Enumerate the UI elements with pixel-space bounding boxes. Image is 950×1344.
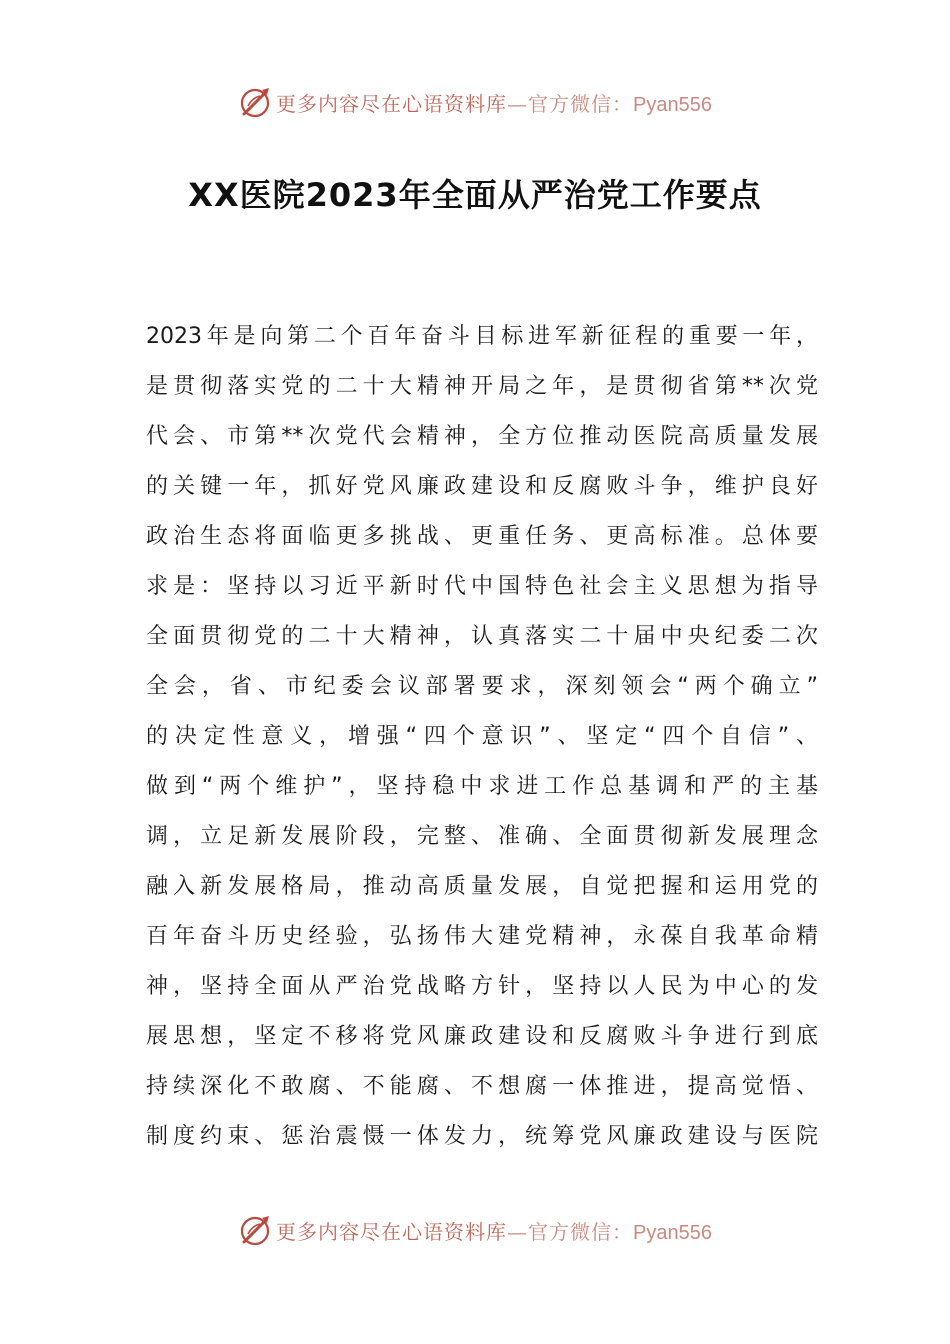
body-line: 的决定性意义，增强“四个意识”、坚定“四个自信”、 (146, 724, 818, 749)
body-line: 全面贯彻党的二十大精神，认真落实二十届中央纪委二次 (146, 624, 818, 649)
body-line: 百年奋斗历史经验，弘扬伟大建党精神，永葆自我革命精 (146, 924, 818, 949)
watermark-text (276, 88, 712, 117)
document-title: XX医院2023年全面从严治党工作要点 (188, 176, 762, 214)
body-line: 的关键一年，抓好党风廉政建设和反腐败斗争，维护良好 (146, 474, 818, 499)
header-watermark (0, 82, 950, 122)
footer-watermark (0, 1210, 950, 1250)
body-line: 融入新发展格局，推动高质量发展，自觉把握和运用党的 (146, 874, 818, 899)
body-line: 求是：坚持以习近平新时代中国特色社会主义思想为指导 (146, 574, 818, 599)
body-line: 代会、市第**次党代会精神，全方位推动医院高质量发展 (146, 424, 818, 449)
body-line: 调，立足新发展阶段，完整、准确、全面贯彻新发展理念 (146, 824, 818, 849)
watermark-sub: 官方微信： (528, 91, 634, 116)
watermark-id: Pyan556 (633, 1221, 712, 1244)
watermark-text (276, 1216, 712, 1245)
pen-logo-icon (238, 1212, 274, 1248)
document-body (146, 312, 818, 1162)
watermark-id: Pyan556 (633, 93, 712, 116)
watermark-main: 更多内容尽在心语资料库 (276, 91, 508, 116)
watermark-dash: — (507, 91, 529, 116)
watermark-sub: 官方微信： (528, 1219, 634, 1244)
body-line: 全会，省、市纪委会议部署要求，深刻领会“两个确立” (146, 674, 818, 699)
watermark-main: 更多内容尽在心语资料库 (276, 1219, 508, 1244)
body-line: 政治生态将面临更多挑战、更重任务、更高标准。总体要 (146, 524, 818, 549)
body-line: 展思想，坚定不移将党风廉政建设和反腐败斗争进行到底 (146, 1024, 818, 1049)
body-line: 2023年是向第二个百年奋斗目标进军新征程的重要一年， (146, 324, 818, 349)
body-line: 神，坚持全面从严治党战略方针，坚持以人民为中心的发 (146, 974, 818, 999)
body-line: 是贯彻落实党的二十大精神开局之年，是贯彻省第**次党 (146, 374, 818, 399)
pen-logo-icon (238, 84, 274, 120)
body-line: 制度约束、惩治震慑一体发力，统筹党风廉政建设与医院 (146, 1124, 818, 1149)
watermark-dash: — (507, 1219, 529, 1244)
body-line: 做到“两个维护”，坚持稳中求进工作总基调和严的主基 (146, 774, 818, 799)
body-line: 持续深化不敢腐、不能腐、不想腐一体推进，提高觉悟、 (146, 1074, 818, 1099)
